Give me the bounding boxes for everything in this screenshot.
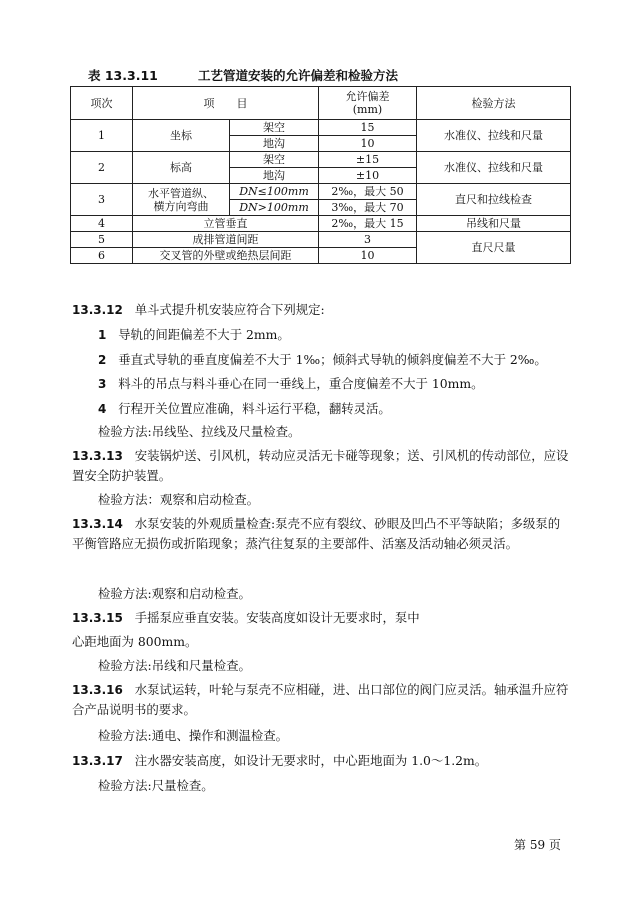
table-row: DN>100mm 3‰，最大 70 [71,200,571,216]
check-method: 检验方法:吊线坠、拉线及尺量检查。 [98,424,301,439]
table-row: 5 成排管道间距 3 直尺尺量 [71,232,571,248]
table-title: 工艺管道安装的允许偏差和检验方法 [198,68,399,83]
table-header-row [71,87,571,120]
header-item: 项 目 [133,87,319,120]
clause-item: 3 料斗的吊点与料斗垂心在同一垂线上，重合度偏差不大于 10mm。 [98,376,484,391]
table-row: 4 立管垂直 2‰，最大 15 吊线和尺量 [71,216,571,232]
header-no: 项次 [71,87,133,120]
clause-13-3-14: 13.3.14 水泵安装的外观质量检查:泵壳不应有裂纹、砂眼及凹凸不平等缺陷；多级泵的平衡管路应无损伤或折陷现象；蒸汽往复泵的主要部件、活塞及活动轴必须灵活。 [72,516,561,551]
clause-13-3-17: 13.3.17 注水器安装高度，如设计无要求时，中心距地面为 1.0～1.2m。 [72,753,488,768]
table-row: 6 交叉管的外壁或绝热层间距 10 [71,248,571,264]
table-row: 3 水平管道纵、 横方向弯曲 DN≤100mm 2‰，最大 50 直尺和拉线检查 [71,184,571,200]
table-row: 地沟 10 [71,136,571,152]
clause-item: 2 垂直式导轨的垂直度偏差不大于 1‰；倾斜式导轨的倾斜度偏差不大于 2‰。 [98,352,547,367]
check-method: 检验方法：观察和启动检查。 [98,492,260,507]
check-method: 检验方法:尺量检查。 [98,778,214,793]
page-number: 第 59 页 [514,838,561,852]
table-row: 2 标高 架空 ±15 水准仪、拉线和尺量 [71,152,571,168]
clause-continuation: 心距地面为 800mm。 [72,634,198,649]
table-row: 地沟 ±10 [71,168,571,184]
clause-13-3-15: 13.3.15 手摇泵应垂直安装。安装高度如设计无要求时，泵中 [72,610,420,625]
check-method: 检验方法:通电、操作和测温检查。 [98,728,289,743]
check-method: 检验方法:观察和启动检查。 [98,586,251,601]
clause-13-3-16: 13.3.16 水泵试运转，叶轮与泵壳不应相碰，进、出口部位的阀门应灵活。轴承温升应符合产品说明书的要求。 [72,682,569,717]
table-row: 1 坐标 架空 15 水准仪、拉线和尺量 [71,120,571,136]
table-caption [88,66,398,84]
tolerance-table [70,86,571,264]
clause-13-3-13: 13.3.13 安装锅炉送、引风机，转动应灵活无卡碰等现象；送、引风机的传动部位，应设置安全防护装置。 [72,448,569,483]
clause-item: 1 导轨的间距偏差不大于 2mm。 [98,327,290,342]
clause-13-3-12: 13.3.12 单斗式提升机安装应符合下列规定: [72,302,325,317]
header-method: 检验方法 [417,87,571,120]
header-tolerance: 允许偏差 (mm) [319,87,417,120]
clause-item: 4 行程开关位置应准确，料斗运行平稳，翻转灵活。 [98,401,391,416]
check-method: 检验方法:吊线和尺量检查。 [98,658,251,673]
table-number: 表 13.3.11 [88,68,158,83]
